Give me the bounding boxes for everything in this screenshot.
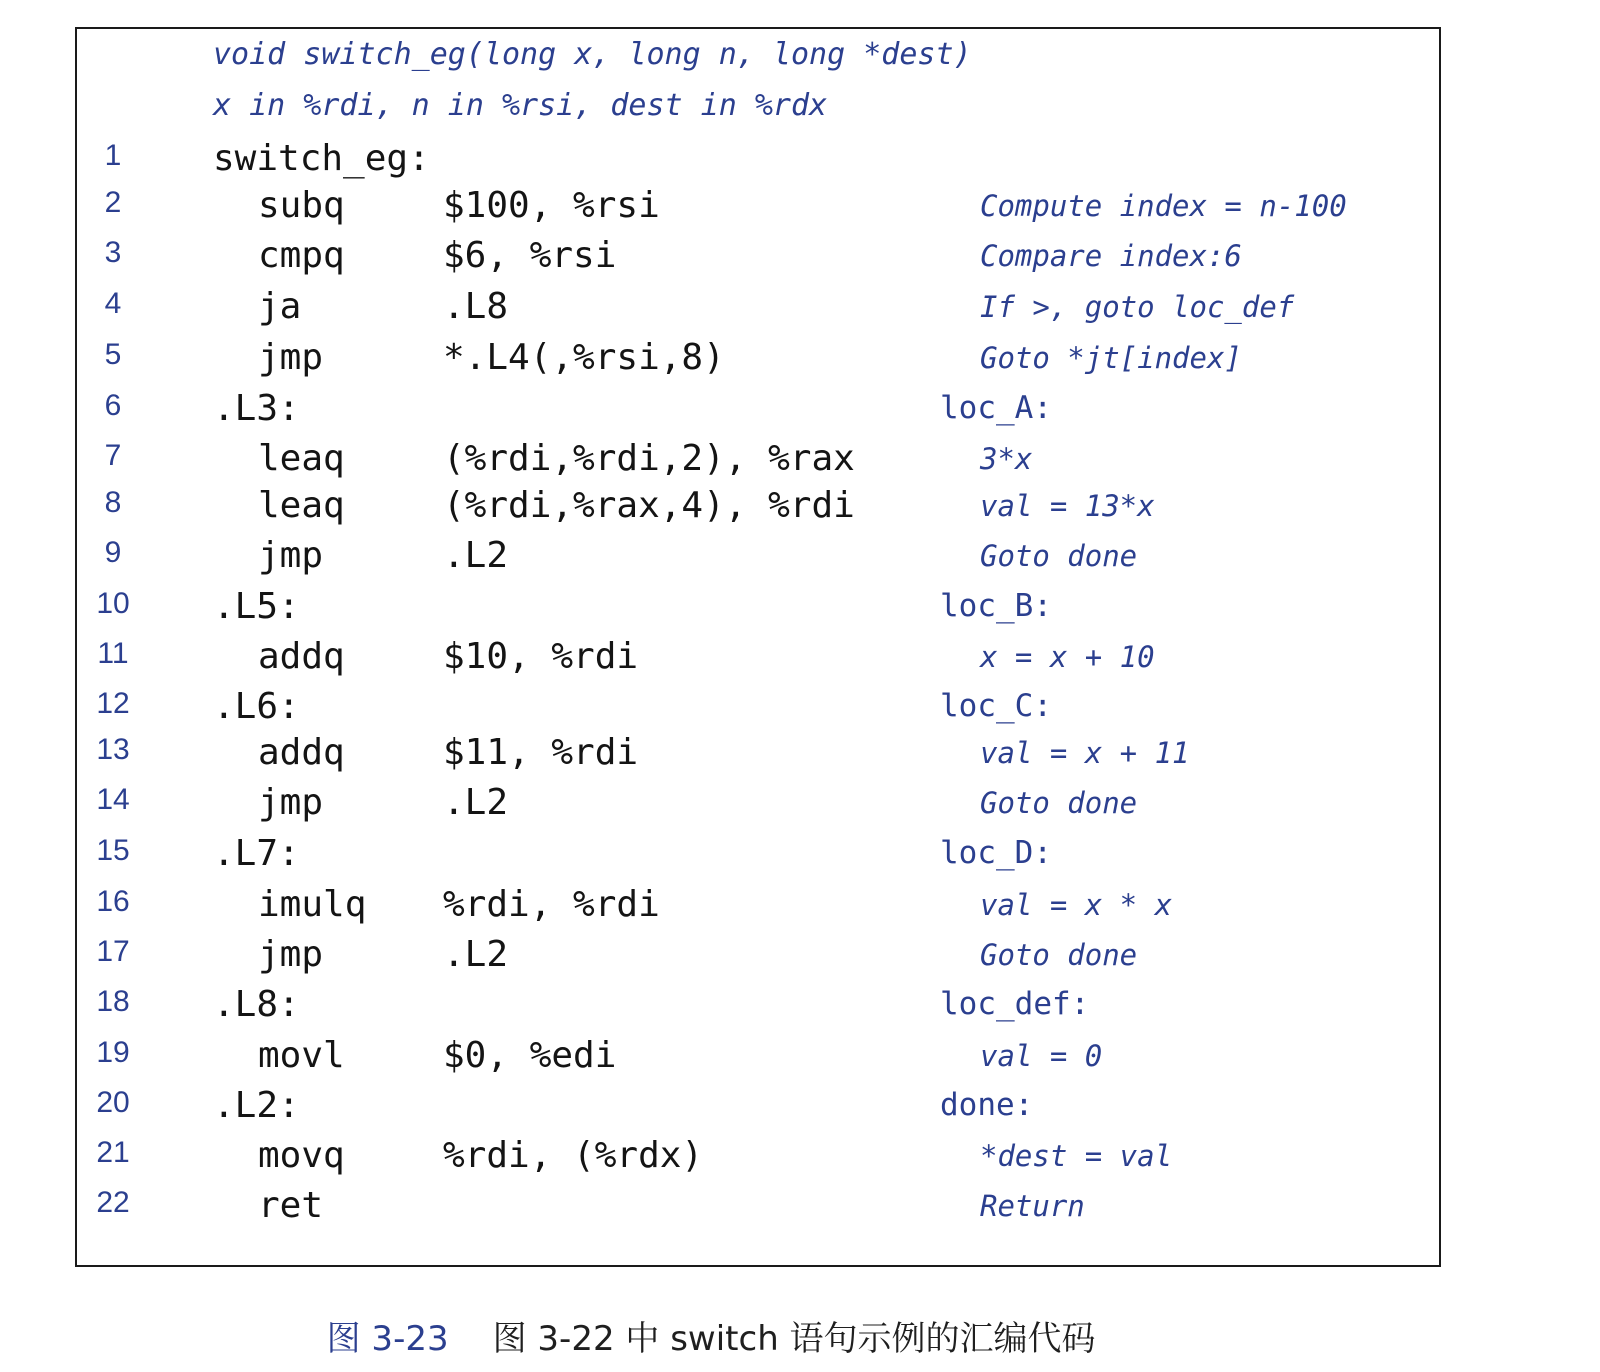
code-line [0, 185, 1600, 238]
code-line [0, 1085, 1600, 1138]
instruction-opcode: leaq [258, 438, 345, 479]
code-comment: Goto done [980, 539, 1138, 573]
instruction-opcode: jmp [258, 782, 324, 823]
line-number: 2 [104, 186, 122, 219]
line-number: 5 [104, 338, 122, 371]
code-comment: *dest = val [980, 1139, 1173, 1173]
code-comment: Compute index = n-100 [980, 189, 1347, 223]
line-number: 7 [104, 439, 122, 472]
code-comment: Goto done [980, 786, 1138, 820]
register-assignment: x in %rdi, n in %rsi, dest in %rdx [213, 88, 828, 123]
code-line [0, 833, 1600, 886]
code-label: .L3: [213, 388, 300, 429]
instruction-opcode: jmp [258, 535, 324, 576]
code-comment: val = 0 [980, 1039, 1103, 1073]
comment-label: done: [940, 1087, 1034, 1123]
comment-label: loc_B: [940, 588, 1052, 624]
code-comment: Goto done [980, 938, 1138, 972]
instruction-opcode: leaq [258, 485, 345, 526]
code-label: .L7: [213, 833, 300, 874]
code-line [0, 1135, 1600, 1188]
code-comment: Return [980, 1189, 1085, 1223]
figure-number: 图 3-23 [326, 1319, 449, 1359]
figure-caption [305, 1288, 1096, 1359]
code-line [0, 235, 1600, 288]
comment-label: loc_def: [940, 986, 1090, 1022]
code-label: .L8: [213, 984, 300, 1025]
line-number: 13 [96, 733, 130, 766]
code-comment: 3*x [980, 442, 1033, 476]
instruction-opcode: movl [258, 1035, 345, 1076]
code-label: switch_eg: [213, 138, 430, 179]
comment-label: loc_C: [940, 688, 1052, 724]
instruction-opcode: addq [258, 732, 345, 773]
comment-label: loc_D: [940, 835, 1052, 871]
instruction-operands: .L8 [443, 286, 509, 327]
line-number: 10 [96, 587, 130, 620]
code-line [0, 636, 1600, 689]
instruction-operands: .L2 [443, 782, 509, 823]
instruction-operands: *.L4(,%rsi,8) [443, 337, 725, 378]
instruction-opcode: ret [258, 1185, 324, 1226]
code-line [0, 1035, 1600, 1088]
code-line [0, 934, 1600, 987]
figure-description: 图 3-22 中 switch 语句示例的汇编代码 [492, 1319, 1096, 1359]
instruction-operands: $100, %rsi [443, 185, 660, 226]
code-label: .L6: [213, 686, 300, 727]
code-comment: Goto *jt[index] [980, 341, 1242, 375]
code-comment: x = x + 10 [980, 640, 1155, 674]
code-line [0, 884, 1600, 937]
code-comment: val = 13*x [980, 489, 1155, 523]
code-line [0, 1185, 1600, 1238]
code-comment: val = x * x [980, 888, 1173, 922]
function-signature: void switch_eg(long x, long n, long *dest) [213, 37, 972, 72]
line-number: 16 [96, 885, 130, 918]
code-line [0, 782, 1600, 835]
code-line [0, 984, 1600, 1037]
line-number: 4 [104, 287, 122, 320]
instruction-operands: %rdi, %rdi [443, 884, 660, 925]
code-line [0, 485, 1600, 538]
code-line [0, 286, 1600, 339]
line-number: 8 [104, 486, 122, 519]
line-number: 18 [96, 985, 130, 1018]
line-number: 14 [96, 783, 130, 816]
code-line [0, 732, 1600, 785]
code-line [0, 438, 1600, 491]
instruction-operands: .L2 [443, 535, 509, 576]
instruction-opcode: movq [258, 1135, 345, 1176]
code-comment: Compare index:6 [980, 239, 1242, 273]
line-number: 21 [96, 1136, 130, 1169]
instruction-operands: %rdi, (%rdx) [443, 1135, 704, 1176]
line-number: 11 [97, 637, 129, 670]
code-line [0, 337, 1600, 390]
code-line [0, 388, 1600, 441]
code-line [0, 686, 1600, 739]
code-line [0, 535, 1600, 588]
code-label: .L5: [213, 586, 300, 627]
instruction-operands: $0, %edi [443, 1035, 617, 1076]
instruction-opcode: cmpq [258, 235, 345, 276]
instruction-opcode: ja [258, 286, 302, 327]
line-number: 22 [96, 1186, 130, 1219]
instruction-operands: (%rdi,%rax,4), %rdi [443, 485, 855, 526]
instruction-operands: $11, %rdi [443, 732, 639, 773]
instruction-opcode: imulq [258, 884, 367, 925]
line-number: 20 [96, 1086, 130, 1119]
code-line [0, 138, 1600, 191]
instruction-opcode: jmp [258, 934, 324, 975]
code-line [0, 586, 1600, 639]
line-number: 17 [96, 935, 130, 968]
instruction-opcode: jmp [258, 337, 324, 378]
instruction-operands: .L2 [443, 934, 509, 975]
line-number: 3 [104, 236, 122, 269]
instruction-operands: $10, %rdi [443, 636, 639, 677]
comment-label: loc_A: [940, 390, 1052, 426]
instruction-opcode: addq [258, 636, 345, 677]
instruction-operands: $6, %rsi [443, 235, 617, 276]
line-number: 9 [104, 536, 122, 569]
code-comment: If >, goto loc_def [980, 290, 1295, 324]
instruction-operands: (%rdi,%rdi,2), %rax [443, 438, 855, 479]
line-number: 19 [96, 1036, 130, 1069]
line-number: 1 [104, 139, 122, 172]
code-label: .L2: [213, 1085, 300, 1126]
line-number: 12 [96, 687, 130, 720]
line-number: 6 [104, 389, 122, 422]
instruction-opcode: subq [258, 185, 345, 226]
line-number: 15 [96, 834, 130, 867]
code-comment: val = x + 11 [980, 736, 1190, 770]
